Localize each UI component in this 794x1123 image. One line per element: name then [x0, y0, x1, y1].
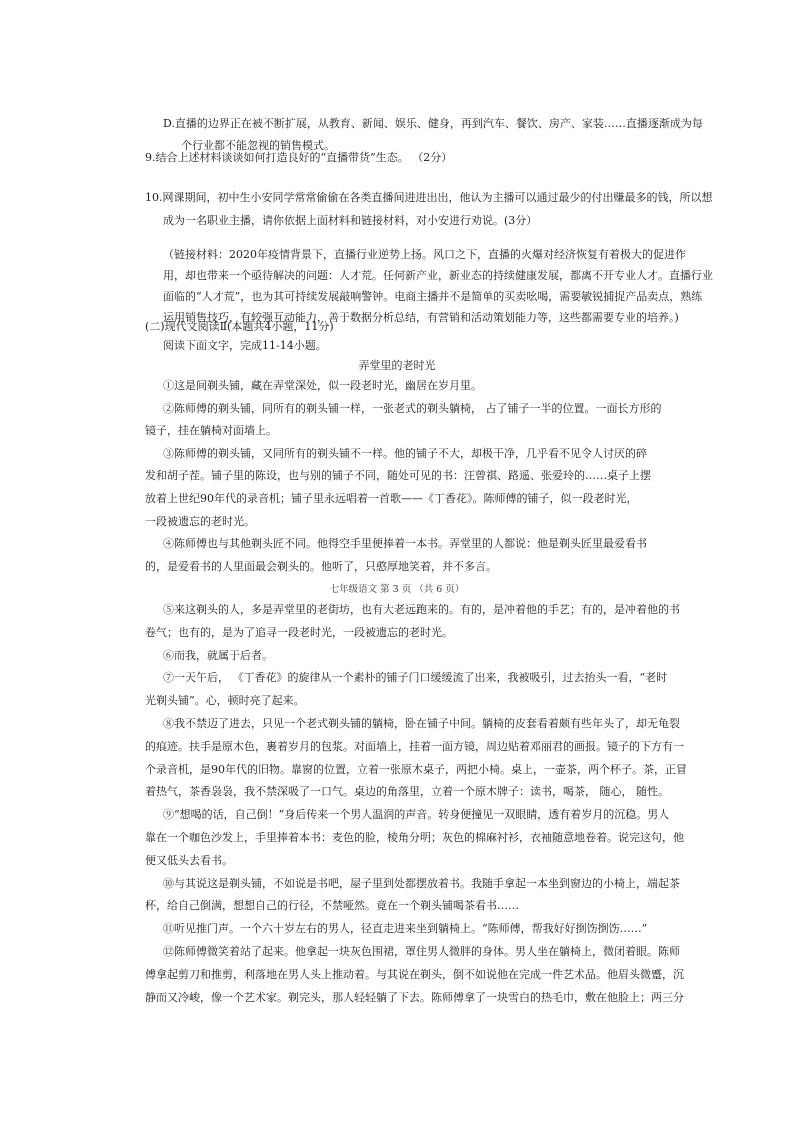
paragraph-1: ①这是间剃头铺，藏在弄堂深处，似一段老时光，幽居在岁月里。: [163, 379, 482, 392]
essay-paragraphs-upper: [145, 375, 662, 578]
paragraph-7-line-1: ⑦一天午后， 《丁香花》的旋律从一个素朴的铺子门口缓缓流了出来，我被吸引，过去抬头一看，“老时: [163, 671, 668, 685]
essay-paragraphs-lower: [145, 599, 687, 1009]
option-d-line-2: 个行业都不能忽视的销售模式。: [181, 139, 335, 152]
paragraph-2-line-2: 镜子，挂在躺椅对面墙上。: [145, 424, 277, 438]
link-material: [145, 244, 713, 328]
paragraph-3-line-2: 发和胡子茬。铺子里的陈设，也与别的铺子不同，随处可见的书：汪曾祺、路遥、张爱玲的……桌子上摆: [145, 469, 651, 483]
paragraph-8-line-2: 的痕迹。扶手是原木色，裹着岁月的包浆。对面墙上，挂着一面方镜，周边贴着邓丽君的画报。镜子的下方有一: [145, 739, 684, 753]
paragraph-4-line-1: ④陈师傅也与其他剃头匠不同。他得空手里便捧着一本书。弄堂里的人都说：他是剃头匠里最爱看书: [163, 537, 647, 551]
paragraph-3-line-1: ③陈师傅的剃头铺，又同所有的剃头铺不一样。他的铺子不大，却极干净，几乎看不见令人讨厌的碎: [163, 446, 647, 460]
paragraph-6: ⑥而我，就属于后者。: [163, 648, 273, 662]
option-d-line-1: D.直播的边界正在被不断扩展，从教育、新闻、娱乐、健身，再到汽车、餐饮、房产、家装……直播逐渐成为每: [163, 117, 703, 130]
link-material-line-3: 面临的“人才荒”，也为其可持续发展敲响警钟。电商主播并不是简单的买卖吆喝，需要敏锐捕捉产品卖点，熟练: [163, 290, 703, 303]
paragraph-12-line-3: 静而又冷峻，像一个艺术家。剃完头，那人轻轻躺了下去。陈师傅拿了一块雪白的热毛巾，敷在他脸上；两三分: [145, 990, 684, 1004]
paragraph-5-line-2: 卷气；也有的，是为了追寻一段老时光，一段被遗忘的老时光。: [145, 625, 453, 639]
paragraph-4-line-2: 的，是爱看书的人里面最会剃头的。他听了，只憨厚地笑着，并不多言。: [145, 559, 497, 573]
paragraph-8-line-1: ⑧我不禁迈了进去，只见一个老式剃头铺的躺椅，卧在铺子中间。躺椅的皮套看着颇有些年头了，却无龟裂: [163, 716, 680, 730]
question-10-line-1: 10.网课期间，初中生小安同学常常偷偷在各类直播间进进出出，他认为主播可以通过最少的付出赚最多的钱，所以想: [145, 191, 713, 204]
question-9: 9.结合上述材料谈谈如何打造良好的“直播带货”生态。 （2分）: [145, 151, 453, 164]
paragraph-7-line-2: 光剃头铺”。心，顿时亮了起来。: [145, 694, 305, 708]
paragraph-5-line-1: ⑤来这剃头的人，多是弄堂里的老街坊，也有大老远跑来的。有的，是冲着他的手艺；有的，是冲着他的书: [163, 603, 680, 616]
essay-title: 弄堂里的老时光: [358, 359, 436, 372]
link-material-line-1: （链接材料：2020年疫情背景下，直播行业逆势上扬。风口之下，直播的火爆对经济恢复有着极大的促进作: [163, 248, 686, 261]
paragraph-12-line-2: 傅拿起剪刀和推剪，利落地在男人头上推动着。与其说在剃头，倒不如说他在完成一件艺术品。他眉头微蹙，沉: [145, 967, 684, 981]
reading-instruction: 阅读下面文字，完成11-14小题。: [163, 339, 327, 352]
section-heading: (二)现代文阅读Ⅱ(本题共4小题，11分): [145, 320, 334, 333]
question-10: [145, 186, 713, 232]
paragraph-3-line-3: 放着上世纪90年代的录音机；铺子里永远唱着一首歌——《丁香花》。陈师傅的铺子，似一段老时光，: [145, 491, 638, 505]
paragraph-2-line-1: ②陈师傅的剃头铺，同所有的剃头铺一样，一张老式的剃头躺椅， 占了铺子一半的位置。一面长方形的: [163, 401, 662, 415]
paragraph-12-line-1: ⑫陈师傅微笑着站了起来。他拿起一块灰色围裙，罩住男人微胖的身体。男人坐在躺椅上，微闭着眼。陈师: [163, 944, 680, 958]
paragraph-9-line-1: ⑨“想喝的话，自己倒！”身后传来一个男人温润的声音。转身便撞见一双眼睛，透有着岁月的沉稳。男人: [163, 808, 670, 822]
paragraph-9-line-3: 便又低头去看书。: [145, 853, 233, 867]
paragraph-10-line-1: ⑩与其说这是剃头铺，不如说是书吧，屋子里到处都摆放着书。我随手拿起一本坐到窗边的小椅上，端起茶: [163, 876, 680, 890]
paragraph-11: ⑪听见推门声。一个六十岁左右的男人，径直走进来坐到躺椅上。“陈师傅，帮我好好捯饬捯饬……”: [163, 922, 648, 936]
link-material-line-2: 用，却也带来一个亟待解决的问题：人才荒。任何新产业，新业态的持续健康发展，都离不开专业人才。直播行业: [163, 269, 713, 282]
link-material-line-4: 运用销售技巧，有较强互动能力，善于数据分析总结，有营销和活动策划能力等，这些都需要专业的培养。): [163, 311, 679, 324]
paragraph-3-line-4: 一段被遗忘的老时光。: [145, 514, 255, 528]
paragraph-10-line-2: 杯，给自己倒满，想想自己的行径，不禁哑然。竟在一个剃头铺喝茶看书……: [145, 899, 519, 913]
paragraph-8-line-3: 个录音机，是90年代的旧物。靠窗的位置，立着一张原木桌子，两把小椅。桌上，一壶茶，两个杯子。茶，正冒: [145, 762, 687, 776]
question-10-line-2: 成为一名职业主播，请你依据上面材料和链接材料，对小安进行劝说。(3分）: [163, 214, 538, 227]
paragraph-9-line-2: 靠在一个咖色沙发上，手里捧着本书：麦色的脸，棱角分明；灰色的棉麻衬衫，衣袖随意地卷着。说完这句，他: [145, 830, 684, 844]
paragraph-8-line-4: 着热气，茶香袅袅，我不禁深吸了一口气。桌边的角落里，立着一个原木牌子：读书，喝茶， 随心， 随性。: [145, 785, 669, 799]
page-footer: 七年级语文 第 3 页 （共 6 页）: [329, 584, 465, 595]
